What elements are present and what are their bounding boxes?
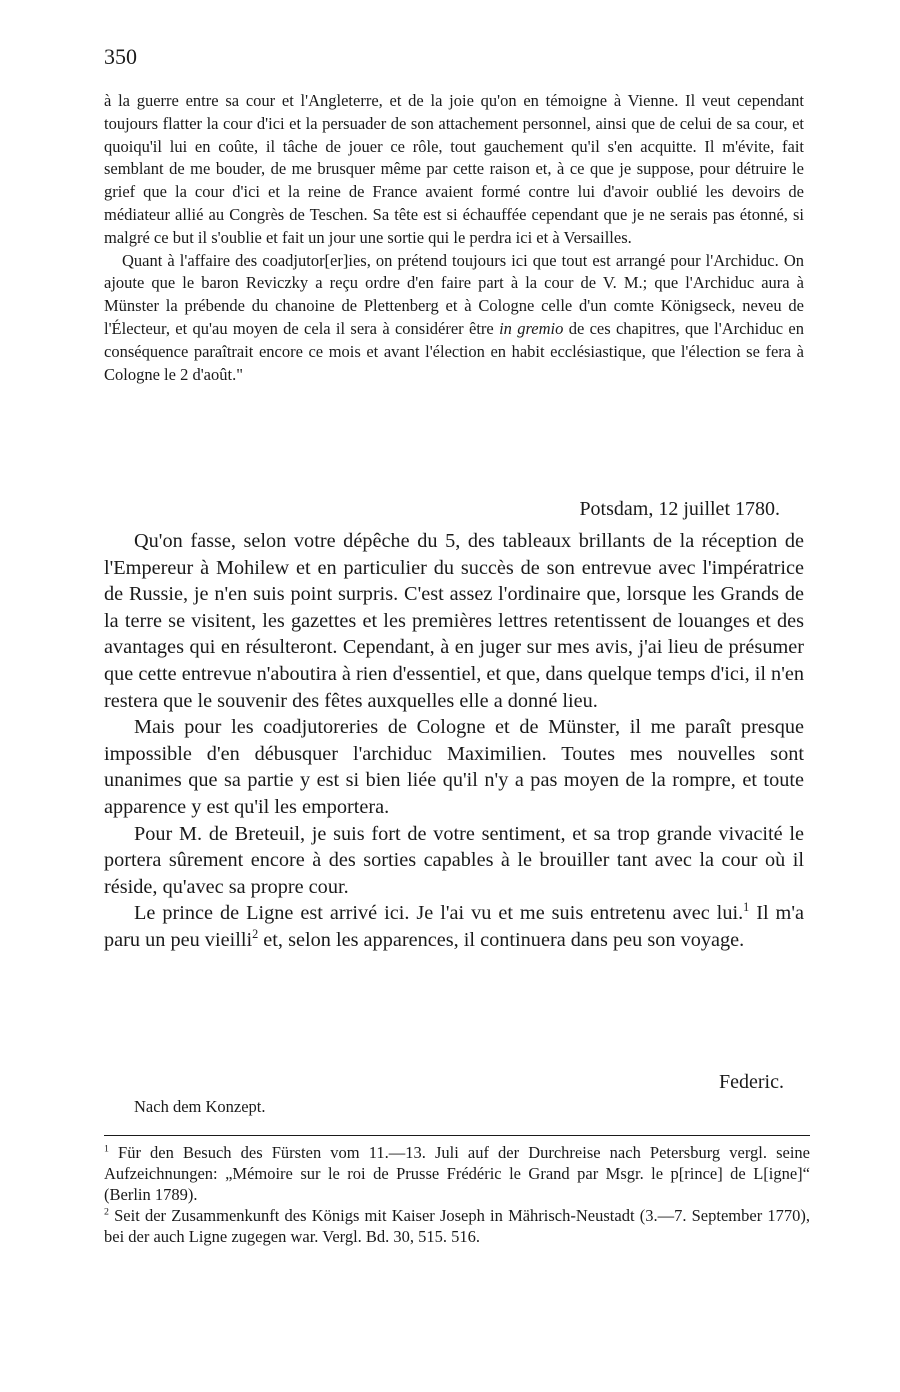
footnote-ref-1: 1 — [743, 900, 750, 915]
letter-paragraph-1: Qu'on fasse, selon votre dépêche du 5, des tableaux brillants de la réception de l'Empereur à Mohilew et en particulier du succès de son entrevue avec l'impératrice de Russie, je n'en suis point surpris. C'est assez l'ordinaire que, lorsque les Grands de la terre se visitent, les gazettes et les premières lettres retentissent de louanges et des avantages qui en résulteront. Cependant, à en juger sur mes avis, j'ai lieu de présumer que cette entrevue n'aboutira à rien d'essentiel, et que, dans quelque temps d'ici, il n'en restera que le souvenir des fêtes auxquelles elle a donné lieu. — [104, 530, 804, 712]
letter-paragraph-2: Mais pour les coadjutoreries de Cologne et de Münster, il me paraît presque impossible d'en débusquer l'archiduc Maximilien. Toutes mes nouvelles sont unanimes que sa partie y est si bien liée qu'il n'y a pas moyen de la rompre, et toute apparence y est qu'il les emportera. — [104, 716, 804, 818]
source-note: Nach dem Konzept. — [134, 1097, 266, 1116]
letter-paragraph-4 — [104, 900, 804, 953]
quoted-report — [104, 90, 804, 386]
quote-paragraph-2-end: de ces chapitres, que l'Archiduc en conséquence paraîtrait encore ce mois et avant l'élection en habit ecclésiastique, que l'élection se fera à Cologne le 2 d'août." — [104, 318, 804, 384]
quote-paragraph-2-start: Quant à l'affaire des coadjutor[er]ies, on prétend toujours ici que tout est arrangé pour l'Archiduc. On ajoute que le baron Reviczky a reçu ordre d'en faire part à la cour de V. M.; que l'Archiduc aura à Münster la prébende du chanoine de Plettenberg et à Cologne celle d'un comte Königseck, neveu de l'Électeur, et qu'au moyen de cela il sera à considérer être — [104, 250, 804, 338]
page-number: 350 — [104, 44, 137, 69]
footnote-2-mark: 2 — [104, 1206, 109, 1218]
letter-paragraph-3: Pour M. de Breteuil, je suis fort de votre sentiment, et sa trop grande vivacité le portera sûrement encore à des sorties capables à le brouiller tant avec la cour où il réside, qu'avec sa propre cour. — [104, 822, 804, 898]
quote-paragraph-1: à la guerre entre sa cour et l'Angleterre, et de la joie qu'on en témoigne à Vienne. Il veut cependant toujours flatter la cour d'ici et la persuader de son attachement personnel, ainsi que de celui de sa cour, et quoiqu'il lui en coûte, il tâche de jouer ce rôle, tout gauchement qu'il s'en acquitte. Il m'évite, fait semblant de me bouder, de me brusquer même par cette raison et, à ce que je suppose, pour détruire le grief que la cour d'ici et la reine de France avaient formé contre lui d'avoir oublié les devoirs de médiateur allié au Congrès de Teschen. Sa tête est si échauffée cependant que je ne serais pas étonné, si malgré ce but il s'oublie et fait un jour une sortie qui le perdra ici et à Versailles. — [104, 91, 804, 247]
dateline: Potsdam, 12 juillet 1780. — [579, 498, 780, 520]
letter-paragraph-4-part-b: Il m'a paru un peu vieilli — [104, 902, 804, 951]
footnote-divider — [104, 1135, 810, 1136]
quote-paragraph-2 — [104, 250, 804, 387]
footnotes — [104, 1142, 810, 1247]
quote-italic-phrase: in gremio — [499, 318, 564, 338]
footnote-1-text: Für den Besuch des Fürsten vom 11.—13. Juli auf der Durchreise nach Petersburg vergl. seine Aufzeichnungen: „Mémoire sur le roi de Prusse Frédéric le Grand par Msgr. le p[rince] de L[igne]“ (Berlin 1789). — [104, 1143, 810, 1204]
letter-paragraph-4-part-c: et, selon les apparences, il continuera dans peu son voyage. — [258, 928, 745, 951]
footnote-1 — [104, 1142, 810, 1205]
letter-body — [104, 528, 804, 954]
footnote-2-text: Seit der Zusammenkunft des Königs mit Kaiser Joseph in Mährisch-Neustadt (3.—7. September 1770), bei der auch Ligne zugegen war. Vergl. Bd. 30, 515. 516. — [104, 1206, 810, 1246]
footnote-1-mark: 1 — [104, 1143, 109, 1155]
footnote-ref-2: 2 — [252, 927, 259, 942]
footnote-2 — [104, 1205, 810, 1247]
signature: Federic. — [719, 1071, 784, 1093]
letter-paragraph-4-part-a: Le prince de Ligne est arrivé ici. Je l'ai vu et me suis entretenu avec lui. — [134, 902, 744, 925]
